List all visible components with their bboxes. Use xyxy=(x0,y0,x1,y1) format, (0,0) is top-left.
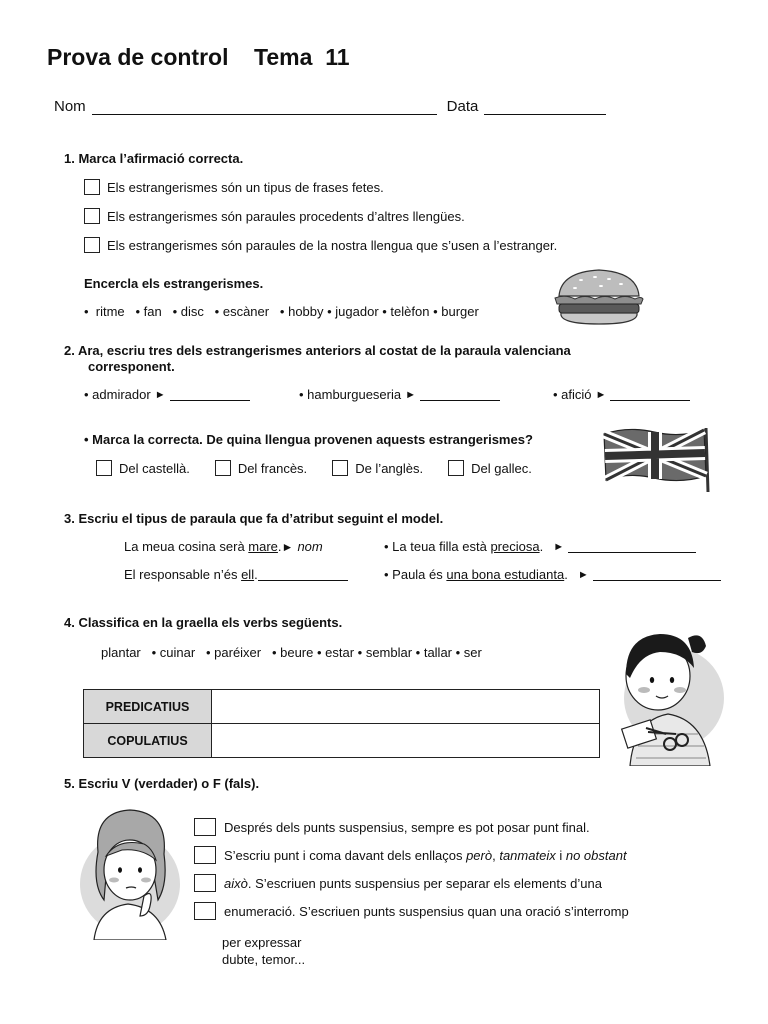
q5-line-3-text: . S’escriuen punts suspensius per separar els elements d’una xyxy=(247,875,602,891)
q1-option-2-text: Els estrangerismes són paraules procedents d’altres llengües. xyxy=(107,208,465,224)
q5-line-2-italic-2: tanmateix xyxy=(499,847,556,863)
lang-option-3: De l’anglès. xyxy=(355,460,424,476)
q2-language-options xyxy=(96,460,532,476)
q2-heading-cont: corresponent. xyxy=(88,359,175,374)
q1-option-1 xyxy=(84,179,384,195)
q3-ex1-period: . xyxy=(277,539,282,554)
q3-ex3-text: El responsable n’és xyxy=(124,567,242,582)
q5-statement-1 xyxy=(194,818,590,836)
q5-line-2-sep-1: , xyxy=(492,847,500,863)
classification-grid xyxy=(83,689,600,758)
lang-option-4: Del gallec. xyxy=(471,460,532,476)
q3-blank-3[interactable] xyxy=(258,568,348,581)
q5-heading: 5. Escriu V (verdader) o F (fals). xyxy=(64,776,260,791)
q5-line-2-italic-3: no obstant xyxy=(565,847,627,863)
name-field[interactable] xyxy=(92,100,437,115)
q3-ex2-underlined: preciosa xyxy=(490,539,540,554)
q5-line-2-sep-2: i xyxy=(555,847,566,863)
q5-line-2-pre: S’escriu punt i coma davant dels enllaços xyxy=(224,847,467,863)
q1-heading: 1. Marca l’afirmació correcta. xyxy=(64,151,244,166)
q1-checkbox-2[interactable] xyxy=(84,208,100,224)
table-row xyxy=(84,724,600,758)
q3-ex4-underlined: una bona estudianta xyxy=(446,567,565,582)
predicatius-answer-cell[interactable] xyxy=(212,690,600,724)
q2-item-1-text: • admirador xyxy=(84,387,151,402)
q3-ex1-answer: nom xyxy=(297,539,323,554)
arrow-right-icon: ► xyxy=(595,388,607,401)
girl-scissors-illustration xyxy=(612,616,724,766)
q5-line-6: dubte, temor... xyxy=(222,952,306,967)
q5-line-1: Després dels punts suspensius, sempre es pot posar punt final. xyxy=(224,819,590,835)
arrow-right-icon: ► xyxy=(154,388,166,401)
arrow-right-icon: ► xyxy=(553,540,565,553)
q5-answer-box-4[interactable] xyxy=(194,902,216,920)
name-label: Nom xyxy=(54,98,86,115)
table-row xyxy=(84,690,600,724)
q3-example-1 xyxy=(124,539,323,554)
q2-blank-3[interactable] xyxy=(610,388,690,401)
flag-icon xyxy=(598,424,718,494)
burger-icon xyxy=(551,266,647,328)
q2-sub-heading: • Marca la correcta. De quina llengua provenen aquests estrangerismes? xyxy=(84,432,533,447)
q3-blank-4[interactable] xyxy=(593,568,721,581)
q2-item-2 xyxy=(299,387,500,402)
lang-checkbox-3[interactable] xyxy=(332,460,348,476)
q3-ex3-period: . xyxy=(254,567,258,582)
q5-statement-4 xyxy=(194,902,629,920)
q3-ex2-period: . xyxy=(539,539,544,554)
q3-ex4-period: . xyxy=(564,567,568,582)
q2-item-3 xyxy=(553,387,690,402)
lang-checkbox-1[interactable] xyxy=(96,460,112,476)
q3-heading: 3. Escriu el tipus de paraula que fa d’atribut seguint el model. xyxy=(64,511,444,526)
q2-blank-2[interactable] xyxy=(420,388,500,401)
q5-line-2-italic-1: però xyxy=(466,847,493,863)
q3-ex1-text: La meua cosina serà xyxy=(124,539,249,554)
copulatius-answer-cell[interactable] xyxy=(212,724,600,758)
q3-ex3-underlined: ell xyxy=(241,567,255,582)
row-label-predicatius: PREDICATIUS xyxy=(84,690,212,724)
thinking-girl-illustration xyxy=(78,804,182,940)
lang-option-2: Del francès. xyxy=(237,460,308,476)
lang-checkbox-4[interactable] xyxy=(448,460,464,476)
q2-heading: 2. Ara, escriu tres dels estrangerismes anteriors al costat de la paraula valenciana xyxy=(64,343,571,358)
q5-answer-box-3[interactable] xyxy=(194,874,216,892)
q3-ex4-text: • Paula és xyxy=(384,567,447,582)
arrow-right-icon: ► xyxy=(281,539,294,554)
lang-option-1: Del castellà. xyxy=(119,460,190,476)
q2-item-1 xyxy=(84,387,250,402)
q3-blank-2[interactable] xyxy=(568,540,696,553)
name-date-line xyxy=(54,98,606,115)
q1-word-list: • ritme • fan • disc • escàner • hobby • jugador • telèfon • burger xyxy=(84,304,479,319)
q1-option-3 xyxy=(84,237,557,253)
q4-verb-list: plantar • cuinar • paréixer • beure • estar • semblar • tallar • ser xyxy=(101,645,482,660)
date-field[interactable] xyxy=(484,100,606,115)
q2-item-3-text: • afició xyxy=(553,387,592,402)
q3-ex1-underlined: mare xyxy=(248,539,278,554)
q2-blank-1[interactable] xyxy=(170,388,250,401)
lang-checkbox-2[interactable] xyxy=(215,460,231,476)
page-title: Prova de control Tema 11 xyxy=(47,44,350,70)
q5-answer-box-1[interactable] xyxy=(194,818,216,836)
q1-checkbox-1[interactable] xyxy=(84,179,100,195)
q5-line-3-italic: això xyxy=(224,875,248,891)
q3-ex2-text: • La teua filla està xyxy=(384,539,491,554)
q1-checkbox-3[interactable] xyxy=(84,237,100,253)
q5-line-5: per expressar xyxy=(222,935,302,950)
q2-item-2-text: • hamburgueseria xyxy=(299,387,402,402)
q4-heading: 4. Classifica en la graella els verbs següents. xyxy=(64,615,343,630)
arrow-right-icon: ► xyxy=(577,568,589,581)
q5-answer-box-2[interactable] xyxy=(194,846,216,864)
row-label-copulatius: COPULATIUS xyxy=(84,724,212,758)
q1-option-2 xyxy=(84,208,465,224)
q5-statement-2 xyxy=(194,846,627,864)
date-label: Data xyxy=(446,98,479,115)
q5-line-4: enumeració. S’escriuen punts suspensius quan una oració s’interromp xyxy=(224,903,629,919)
q1-option-3-text: Els estrangerismes són paraules de la nostra llengua que s’usen a l’estranger. xyxy=(107,237,558,253)
q3-example-3 xyxy=(124,567,348,582)
q5-statement-3 xyxy=(194,874,602,892)
q1-option-1-text: Els estrangerismes són un tipus de frases fetes. xyxy=(107,179,384,195)
q3-example-2 xyxy=(384,539,696,554)
arrow-right-icon: ► xyxy=(405,388,416,401)
q1-sub-heading: Encercla els estrangerismes. xyxy=(84,276,264,291)
q3-example-4 xyxy=(384,567,721,582)
